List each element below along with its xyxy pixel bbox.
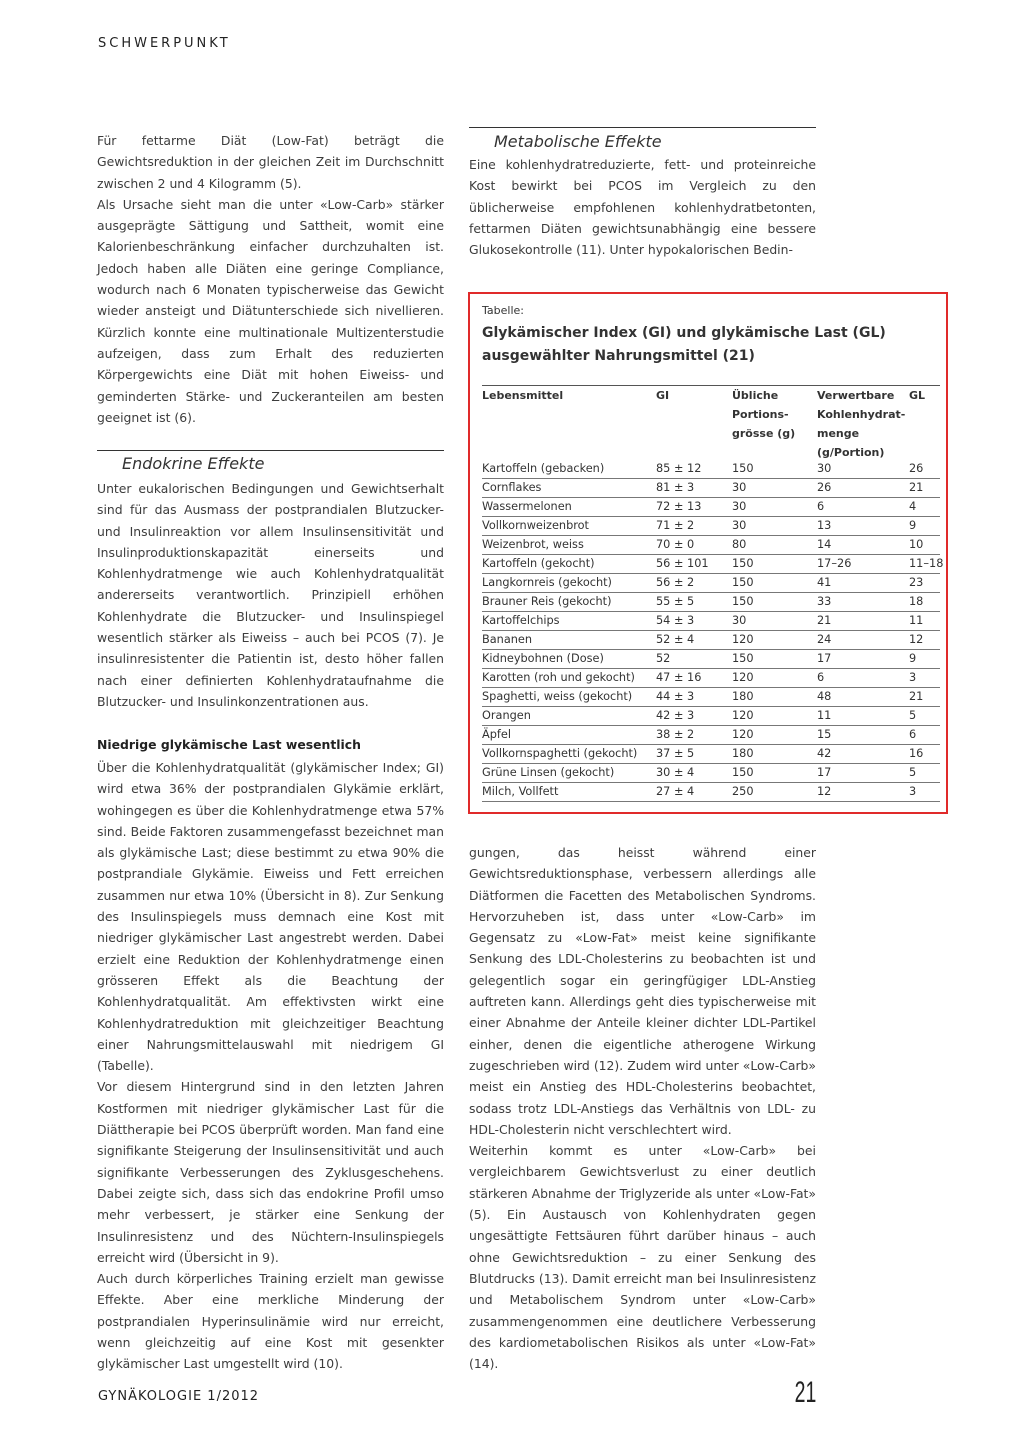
table-cell: 9: [909, 519, 917, 532]
table-row: [482, 536, 940, 555]
left-intro: [97, 130, 444, 428]
section-heading-endokrine: Endokrine Effekte: [122, 454, 265, 473]
table-cell: 80: [732, 538, 747, 551]
header-portion-line: Übliche: [732, 389, 779, 402]
table-row: [482, 460, 940, 479]
table-cell: 11: [817, 709, 832, 722]
table-cell: Kidneybohnen (Dose): [482, 652, 604, 665]
table-cell: 150: [732, 652, 754, 665]
table-row: [482, 517, 940, 536]
table-cell: 42 ± 3: [656, 709, 695, 722]
table-cell: 30: [732, 519, 747, 532]
table-cell: 17: [817, 766, 832, 779]
table-cell: 180: [732, 747, 754, 760]
table-cell: 9: [909, 652, 917, 665]
table-cell: 81 ± 3: [656, 481, 695, 494]
table-cell: 72 ± 13: [656, 500, 702, 513]
table-cell: 4: [909, 500, 917, 513]
header-carbs-line: Kohlenhydrat-: [817, 408, 906, 421]
table-cell: 5: [909, 766, 917, 779]
section-rule: [469, 127, 816, 128]
table-cell: 85 ± 12: [656, 462, 702, 475]
table-cell: 180: [732, 690, 754, 703]
table-cell: 120: [732, 671, 754, 684]
table-cell: Karotten (roh und gekocht): [482, 671, 635, 684]
table-cell: 17–26: [817, 557, 852, 570]
right-metabolische: [469, 154, 816, 260]
table-cell: Langkornreis (gekocht): [482, 576, 612, 589]
header-portion: [732, 386, 795, 443]
table-row: [482, 631, 940, 650]
table-row: [482, 745, 940, 764]
table-row: [482, 593, 940, 612]
table-row: [482, 707, 940, 726]
table-row: [482, 783, 940, 802]
paragraph: gungen, das heisst während einer Gewichtsreduktionsphase, verbessern allerdings alle Diätformen die Facetten des Metabolischen Syndroms. Hervorzuheben ist, dass unter «Low-Carb» im Gegensatz zu «Low-Fat» meist keine signifikante Senkung des LDL-Cholesterins zu beobachten ist und gelegentlich sogar ein geringfügiger LDL-Anstieg auftreten kann. Allerdings geht dies typischerweise mit einer Abnahme der Anteile kleiner dichter LDL-Partikel einher, denen die eigentliche atherogene Wirkung zugeschrieben wird (12). Zudem wird unter «Low-Carb» meist ein Anstieg des HDL-Cholesterins beobachtet, sodass trotz LDL-Anstiegs das Verhältnis von LDL- zu HDL-Cholesterin nicht verschlechtert wird.: [469, 845, 816, 1137]
table-header: [482, 385, 940, 459]
table-body: [482, 460, 944, 802]
table-cell: 150: [732, 766, 754, 779]
paragraph: Vor diesem Hintergrund sind in den letzten Jahren Kostformen mit niedriger glykämischer Last für die Diättherapie bei PCOS überprüft worden. Man fand eine signifikante Steigerung der Insulinsensitivität und auch signifikante Verbesserungen des Zyklusgeschehens. Dabei zeigte sich, dass sich das endokrine Profil umso mehr verbessert, je stärker eine Senkung der Insulinresistenz und des Nüchtern-Insulinspiegels erreicht wird (Übersicht in 9).: [97, 1079, 444, 1265]
table-cell: 17: [817, 652, 832, 665]
table-cell: 21: [817, 614, 832, 627]
header-gl: GL: [909, 389, 926, 402]
header-carbs-line: menge: [817, 427, 860, 440]
table-cell: 21: [909, 690, 924, 703]
header-carbs-line: Verwertbare: [817, 389, 895, 402]
header-carbs-line: (g/Portion): [817, 446, 885, 459]
table-cell: Grüne Linsen (gekocht): [482, 766, 615, 779]
table-row: [482, 555, 944, 574]
subheading: Niedrige glykämische Last wesentlich: [97, 737, 361, 752]
table-cell: Orangen: [482, 709, 531, 722]
journal-footer: GYNÄKOLOGIE 1/2012: [98, 1389, 260, 1404]
table-cell: 56 ± 2: [656, 576, 695, 589]
table-cell: 24: [817, 633, 832, 646]
table-cell: 18: [909, 595, 924, 608]
table-title: [482, 322, 922, 368]
table-cell: 21: [909, 481, 924, 494]
table-cell: Kartoffeln (gekocht): [482, 557, 595, 570]
table-cell: 250: [732, 785, 754, 798]
table-cell: 71 ± 2: [656, 519, 695, 532]
table-cell: 5: [909, 709, 917, 722]
table-cell: 150: [732, 462, 754, 475]
paragraph: Als Ursache sieht man die unter «Low-Carb» stärker ausgeprägte Sättigung und Sattheit, womit eine Kalorienbeschränkung einfacher durchzuhalten ist. Jedoch haben alle Diäten eine geringe Compliance, wodurch nach 6 Monaten typischerweise das Gewicht wieder ansteigt und Diätunterschiede sich nivellieren. Kürzlich konnte eine multinationale Multizenterstudie aufzeigen, dass zum Erhalt des reduzierten Körpergewichts eine Diät mit hohen Eiweiss- und geminderten Stärke- und Zuckeranteilen am besten geeignet ist (6).: [97, 196, 444, 425]
table-row: [482, 726, 940, 745]
table-cell: Äpfel: [482, 728, 511, 741]
table-cell: 13: [817, 519, 832, 532]
table-cell: 10: [909, 538, 924, 551]
header-portion-line: grösse (g): [732, 427, 796, 440]
table-cell: 120: [732, 633, 754, 646]
table-cell: 11–18: [909, 557, 944, 570]
table-title-line: Glykämischer Index (GI) und glykämische Last (GL): [482, 325, 886, 341]
table-cell: 52 ± 4: [656, 633, 695, 646]
table-row: [482, 479, 940, 498]
right-continuation: [469, 842, 816, 1374]
table-cell: 6: [909, 728, 917, 741]
paragraph: Für fettarme Diät (Low-Fat) beträgt die Gewichtsreduktion in der gleichen Zeit im Durchschnitt zwischen 2 und 4 Kilogramm (5).: [97, 133, 444, 191]
table-cell: Milch, Vollfett: [482, 785, 559, 798]
table-cell: 120: [732, 728, 754, 741]
table-cell: 12: [817, 785, 832, 798]
section-header: SCHWERPUNKT: [98, 36, 231, 51]
table-cell: Brauner Reis (gekocht): [482, 595, 612, 608]
table-title-line: ausgewählter Nahrungsmittel (21): [482, 348, 755, 364]
header-food: Lebensmittel: [482, 389, 564, 402]
table-cell: 15: [817, 728, 832, 741]
table-cell: 120: [732, 709, 754, 722]
paragraph: Unter eukalorischen Bedingungen und Gewichtserhalt sind für das Ausmass der postprandialen Blutzucker- und Insulinreaktion vor allem Insulinsensitivität und Insulinproduktionskapazität einerseits und Kohlenhydratmenge wie auch Kohlenhydratqualität andererseits verantwortlich. Prinzipiell erhöhen Kohlenhydrate die Blutzucker- und Insulinspiegel wesentlich stärker als Eiweiss – auch bei PCOS (7). Je insulinresistenter die Patientin ist, desto höher fallen nach einer definierten Kohlenhydrataufnahme die Blutzucker- und Insulinkonzentrationen aus.: [97, 481, 444, 709]
table-cell: 44 ± 3: [656, 690, 695, 703]
header-gi: GI: [656, 389, 670, 402]
table-cell: 30 ± 4: [656, 766, 695, 779]
table-cell: 30: [732, 481, 747, 494]
table-cell: 3: [909, 785, 917, 798]
paragraph: Eine kohlenhydratreduzierte, fett- und proteinreiche Kost bewirkt bei PCOS im Vergleich zu den üblicherweise empfohlenen kohlenhydratbetonten, fettarmen Diäten gewichtsunabhängig eine bessere Glukosekontrolle (11). Unter hypokalorischen Bedin-: [469, 157, 816, 258]
table-cell: 56 ± 101: [656, 557, 709, 570]
table-cell: 150: [732, 595, 754, 608]
table-cell: 150: [732, 576, 754, 589]
left-gl: [97, 757, 444, 1375]
section-rule: [97, 450, 444, 451]
table-cell: 6: [817, 671, 825, 684]
section-heading-metabolische: Metabolische Effekte: [494, 132, 662, 151]
table-cell: 12: [909, 633, 924, 646]
table-cell: 11: [909, 614, 924, 627]
table-label: Tabelle:: [482, 304, 524, 317]
table-cell: Wassermelonen: [482, 500, 572, 513]
table-cell: 33: [817, 595, 832, 608]
table-row: [482, 574, 940, 593]
table-cell: 27 ± 4: [656, 785, 695, 798]
table-cell: Spaghetti, weiss (gekocht): [482, 690, 633, 703]
table-row: [482, 764, 940, 783]
table-cell: 37 ± 5: [656, 747, 695, 760]
table-cell: 26: [817, 481, 832, 494]
table-cell: 14: [817, 538, 832, 551]
table-cell: 30: [732, 614, 747, 627]
page-number: 21: [794, 1376, 816, 1409]
table-cell: Bananen: [482, 633, 533, 646]
table-cell: 30: [732, 500, 747, 513]
table-cell: 30: [817, 462, 832, 475]
table-row: [482, 650, 940, 669]
header-carbs: [817, 386, 905, 462]
paragraph: Über die Kohlenhydratqualität (glykämischer Index; GI) wird etwa 36% der postprandialen Glykämie erklärt, wohingegen es über die Kohlenhydratmenge etwa 57% sind. Beide Faktoren zusammengefasst bezeichnet man als glykämische Last; diese bestimmt zu etwa 90% die postprandiale Glykämie. Eiweiss und Fett erreichen zusammen nur etwa 10% (Übersicht in 8). Zur Senkung des Insulinspiegels muss demnach eine Kost mit niedriger glykämischer Last angestrebt werden. Dabei erzielt eine Reduktion der Kohlenhydratmenge einen grösseren Effekt als die Beachtung der Kohlenhydratqualität. Am effektivsten wirkt eine Kohlenhydratreduktion mit gleichzeitiger Beachtung einer Nahrungsmittelauswahl mit niedrigem GI (Tabelle).: [97, 760, 444, 1074]
table-row: [482, 669, 940, 688]
table-cell: Cornflakes: [482, 481, 542, 494]
table-cell: 23: [909, 576, 924, 589]
table-cell: Kartoffeln (gebacken): [482, 462, 605, 475]
table-cell: Weizenbrot, weiss: [482, 538, 584, 551]
header-portion-line: Portions-: [732, 408, 789, 421]
table-row: [482, 688, 940, 707]
paragraph: Auch durch körperliches Training erzielt man gewisse Effekte. Aber eine merkliche Minderung der postprandialen Hyperinsulinämie wird nur erreicht, wenn gleichzeitig auf eine Kost mit gesenkter glykämischer Last umgestellt wird (10).: [97, 1271, 444, 1372]
table-cell: 52: [656, 652, 671, 665]
table-cell: 42: [817, 747, 832, 760]
table-cell: 150: [732, 557, 754, 570]
paragraph: Weiterhin kommt es unter «Low-Carb» bei vergleichbarem Gewichtsverlust zu einer deutlich stärkeren Abnahme der Triglyzeride als unter «Low-Fat» (5). Ein Austausch von Kohlenhydraten gegen ungesättigte Fettsäuren führt darüber hinaus – auch ohne Gewichtsreduktion – zu einer Senkung des Blutdrucks (13). Damit erreicht man bei Insulinresistenz und Metabolischem Syndrom unter «Low-Carb» zusammengenommen eine deutlichere Verbesserung des kardiometabolischen Risikos als unter «Low-Fat» (14).: [469, 1143, 816, 1372]
table-box: [468, 292, 948, 814]
table-cell: 48: [817, 690, 832, 703]
table-cell: Vollkornweizenbrot: [482, 519, 589, 532]
table-cell: 38 ± 2: [656, 728, 695, 741]
table-row: [482, 612, 940, 631]
table-cell: 55 ± 5: [656, 595, 695, 608]
table-cell: 6: [817, 500, 825, 513]
table-row: [482, 498, 940, 517]
table-cell: 47 ± 16: [656, 671, 702, 684]
table-cell: 70 ± 0: [656, 538, 695, 551]
table-cell: Vollkornspaghetti (gekocht): [482, 747, 638, 760]
table-cell: 41: [817, 576, 832, 589]
table-cell: 3: [909, 671, 917, 684]
table-cell: 16: [909, 747, 924, 760]
table-cell: Kartoffelchips: [482, 614, 560, 627]
table-cell: 26: [909, 462, 924, 475]
table-cell: 54 ± 3: [656, 614, 695, 627]
left-endokrine: [97, 478, 444, 712]
